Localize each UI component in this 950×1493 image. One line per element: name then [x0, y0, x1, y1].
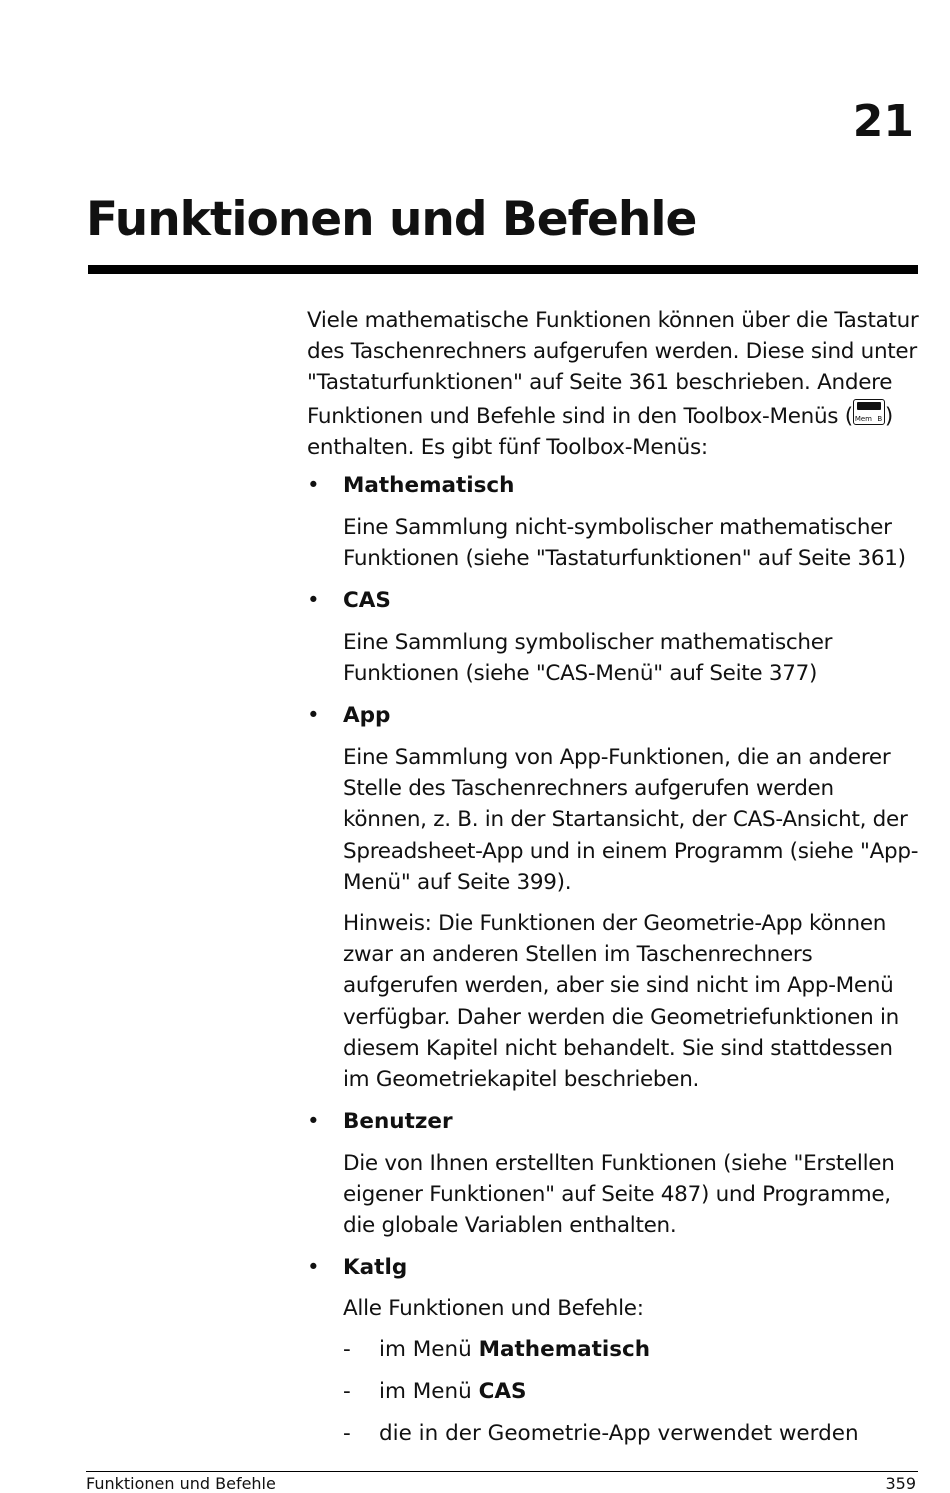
dash: - [343, 1421, 351, 1447]
intro-text-before: Viele mathematische Funktionen können über die Tastatur des Taschenrechners aufgerufen werden. Diese sind unter "Tastaturfunktionen" auf Seite 361 beschrieben. Andere Funktionen und Befehle sind in den Toolbox-Menüs ( [307, 308, 919, 429]
list-item-mathematisch [307, 470, 919, 574]
dash: - [343, 1337, 351, 1363]
sub-item-text: im Menü [379, 1337, 479, 1363]
toolbox-mem-key-icon [853, 399, 885, 425]
sub-list-item [307, 1334, 919, 1365]
sub-list-item [307, 1418, 919, 1449]
footer-chapter-title: Funktionen und Befehle [86, 1474, 276, 1493]
sub-list-item [307, 1376, 919, 1407]
footer-rule [86, 1471, 918, 1472]
list-item-katlg [307, 1252, 919, 1449]
item-description: Eine Sammlung nicht-symbolischer mathematischer Funktionen (siehe "Tastaturfunktionen" auf Seite 361) [343, 515, 906, 572]
item-label: App [343, 703, 391, 728]
bullet: • [307, 1255, 320, 1280]
item-label: CAS [343, 588, 391, 613]
bullet: • [307, 1109, 320, 1134]
key-label-right: B [877, 414, 882, 423]
bullet: • [307, 703, 320, 728]
item-description: Eine Sammlung symbolischer mathematischer Funktionen (siehe "CAS-Menü" auf Seite 377) [343, 630, 833, 687]
bullet: • [307, 588, 320, 613]
dash: - [343, 1379, 351, 1405]
page-number: 359 [885, 1474, 916, 1493]
item-label: Benutzer [343, 1109, 453, 1134]
list-item-cas [307, 585, 919, 689]
intro-text-after: ) enthalten. Es gibt fünf Toolbox-Menüs: [307, 403, 893, 460]
list-item-app [307, 700, 919, 1095]
sub-item-strong: CAS [478, 1379, 527, 1405]
chapter-number: 21 [852, 96, 914, 147]
sub-item-text: im Menü [379, 1379, 479, 1405]
item-label: Mathematisch [343, 473, 515, 498]
chapter-title: Funktionen und Befehle [86, 192, 697, 247]
sub-item-text: die in der Geometrie-App verwendet werden [379, 1421, 859, 1447]
list-item-benutzer [307, 1106, 919, 1242]
title-rule [88, 265, 918, 274]
item-note: Hinweis: Die Funktionen der Geometrie-App können zwar an anderen Stellen im Taschenrechners aufgerufen werden, aber sie sind nicht im App-Menü verfügbar. Daher werden die Geometriefunktionen in diesem Kapitel nicht behandelt. Sie sind stattdessen im Geometriekapitel beschrieben. [343, 911, 899, 1093]
item-label: Katlg [343, 1255, 408, 1280]
item-description: Die von Ihnen erstellten Funktionen (siehe "Erstellen eigener Funktionen" auf Seite 487) und Programme, die globale Variablen enthalten. [343, 1151, 895, 1239]
item-description: Alle Funktionen und Befehle: [343, 1296, 644, 1321]
key-label-left: Mem [854, 414, 872, 423]
item-description: Eine Sammlung von App-Funktionen, die an anderer Stelle des Taschenrechners aufgerufen werden können, z. B. in der Startansicht, der CAS-Ansicht, der Spreadsheet-App und in einem Programm (siehe "App-Menü" auf Seite 399). [343, 745, 919, 895]
bullet: • [307, 473, 320, 498]
intro-paragraph [307, 305, 919, 463]
sub-item-strong: Mathematisch [478, 1337, 651, 1363]
